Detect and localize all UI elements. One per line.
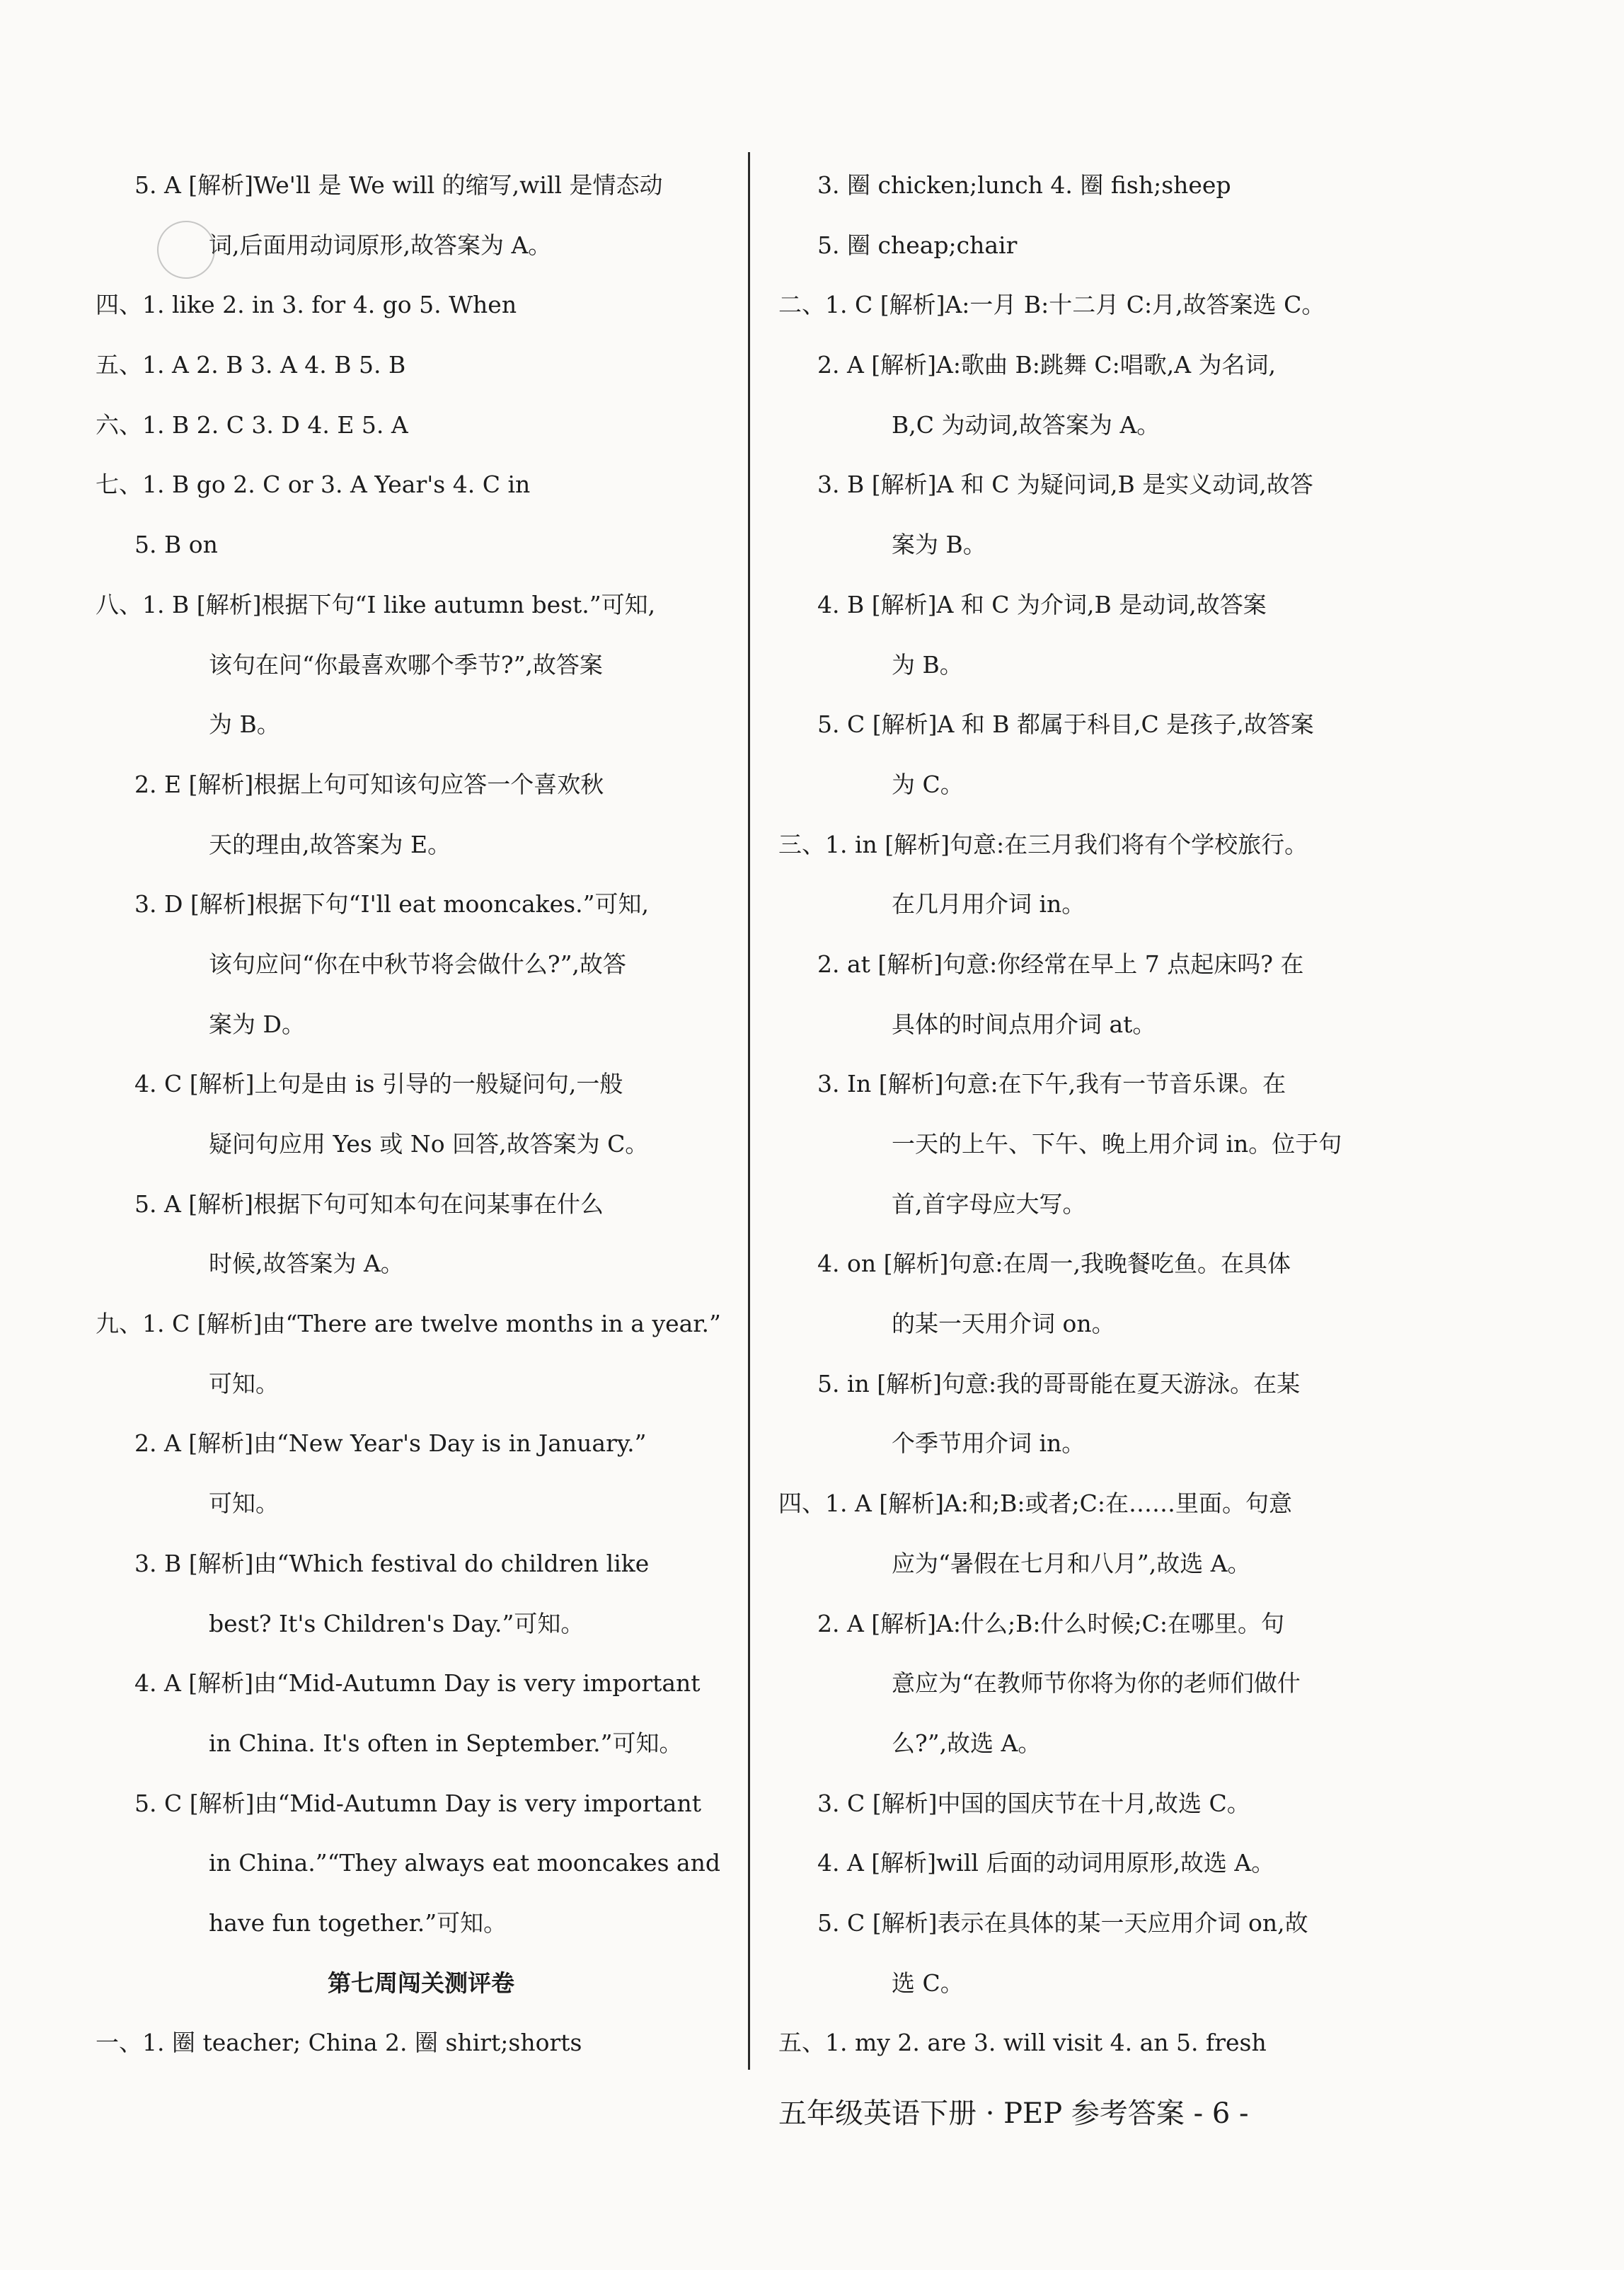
answer-line: 3. C [解析]中国的国庆节在十月,故选 C。	[817, 1789, 1250, 1817]
watermark-stamp	[157, 221, 215, 279]
answer-line: in China. It's often in September.”可知。	[209, 1729, 683, 1757]
right-column	[778, 156, 1422, 2073]
answer-line: 一天的上午、下午、晚上用介词 in。位于句	[892, 1130, 1342, 1158]
answer-line: 天的理由,故答案为 E。	[209, 830, 451, 858]
answer-line: 可知。	[209, 1490, 279, 1518]
answer-line: 4. A [解析]由“Mid-Autumn Day is very important	[134, 1669, 701, 1698]
answer-line: 5. A [解析]We'll 是 We will 的缩写,will 是情态动	[134, 171, 663, 199]
answer-line: 案为 D。	[209, 1010, 305, 1038]
answer-line: 八、1. B [解析]根据下句“I like autumn best.”可知,	[96, 590, 656, 618]
answer-line: 5. C [解析]由“Mid-Autumn Day is very important	[134, 1789, 701, 1817]
answer-line: 5. C [解析]表示在具体的某一天应用介词 on,故	[817, 1908, 1308, 1937]
left-column	[81, 156, 732, 2073]
answer-line: 的某一天用介词 on。	[892, 1310, 1115, 1338]
answer-line: 3. D [解析]根据下句“I'll eat mooncakes.”可知,	[134, 890, 649, 918]
answer-line: 可知。	[209, 1369, 279, 1398]
answer-line: 二、1. C [解析]A:一月 B:十二月 C:月,故答案选 C。	[778, 291, 1325, 319]
answer-line: 么?”,故选 A。	[892, 1729, 1042, 1757]
answer-line: 四、1. like 2. in 3. for 4. go 5. When	[96, 291, 517, 319]
answer-line: 5. in [解析]句意:我的哥哥能在夏天游泳。在某	[817, 1369, 1301, 1398]
answer-line: B,C 为动词,故答案为 A。	[892, 410, 1161, 439]
answer-line: 4. A [解析]will 后面的动词用原形,故选 A。	[817, 1849, 1275, 1877]
answer-line: 2. at [解析]句意:你经常在早上 7 点起床吗? 在	[817, 950, 1304, 978]
answer-line: 为 B。	[892, 650, 963, 679]
answer-line: 在几月用介词 in。	[892, 890, 1085, 918]
answer-line: 为 B。	[209, 710, 280, 739]
answer-line: 时候,故答案为 A。	[209, 1250, 404, 1278]
column-divider	[748, 152, 750, 2070]
answer-line: 3. In [解析]句意:在下午,我有一节音乐课。在	[817, 1070, 1286, 1098]
answer-line: 3. B [解析]A 和 C 为疑问词,B 是实义动词,故答	[817, 471, 1313, 499]
answer-line: 2. A [解析]A:什么;B:什么时候;C:在哪里。句	[817, 1609, 1284, 1637]
answer-line: 意应为“在教师节你将为你的老师们做什	[892, 1669, 1301, 1698]
answer-line: 选 C。	[892, 1969, 964, 1997]
answer-line: 一、1. 圈 teacher; China 2. 圈 shirt;shorts	[96, 2029, 582, 2057]
answer-line: 六、1. B 2. C 3. D 4. E 5. A	[96, 410, 408, 439]
answer-line: 3. B [解析]由“Which festival do children like	[134, 1549, 650, 1577]
answer-line: 五、1. my 2. are 3. will visit 4. an 5. fresh	[778, 2029, 1267, 2057]
answer-line: 为 C。	[892, 770, 964, 798]
answer-line: 五、1. A 2. B 3. A 4. B 5. B	[96, 351, 406, 379]
answer-line: 四、1. A [解析]A:和;B:或者;C:在……里面。句意	[778, 1490, 1292, 1518]
answer-line: 首,首字母应大写。	[892, 1189, 1086, 1218]
answer-line: 2. A [解析]由“New Year's Day is in January.”	[134, 1429, 647, 1458]
answer-line: 3. 圈 chicken;lunch 4. 圈 fish;sheep	[817, 171, 1231, 199]
answer-line: 5. A [解析]根据下句可知本句在问某事在什么	[134, 1189, 604, 1218]
answer-line: 具体的时间点用介词 at。	[892, 1010, 1156, 1038]
answer-line: 词,后面用动词原形,故答案为 A。	[209, 231, 552, 259]
answer-line: 三、1. in [解析]句意:在三月我们将有个学校旅行。	[778, 830, 1308, 858]
answer-line: 七、1. B go 2. C or 3. A Year's 4. C in	[96, 471, 531, 499]
answer-line: 九、1. C [解析]由“There are twelve months in a year.”	[96, 1310, 721, 1338]
answer-line: 个季节用介词 in。	[892, 1429, 1085, 1458]
answer-line: 2. A [解析]A:歌曲 B:跳舞 C:唱歌,A 为名词,	[817, 351, 1277, 379]
answer-line: 该句应问“你在中秋节将会做什么?”,故答	[209, 950, 626, 978]
answer-line: 第七周闯关测评卷	[328, 1969, 514, 1997]
answer-line: 疑问句应用 Yes 或 No 回答,故答案为 C。	[209, 1130, 649, 1158]
answer-line: 案为 B。	[892, 531, 986, 559]
answer-line: 4. on [解析]句意:在周一,我晚餐吃鱼。在具体	[817, 1250, 1291, 1278]
answer-line: 4. B [解析]A 和 C 为介词,B 是动词,故答案	[817, 590, 1267, 618]
answer-line: 应为“暑假在七月和八月”,故选 A。	[892, 1549, 1251, 1577]
answer-line: 2. E [解析]根据上句可知该句应答一个喜欢秋	[134, 770, 604, 798]
answer-line: 5. C [解析]A 和 B 都属于科目,C 是孩子,故答案	[817, 710, 1314, 739]
answer-line: 5. 圈 cheap;chair	[817, 231, 1018, 259]
answer-line: have fun together.”可知。	[209, 1908, 507, 1937]
page-footer: 五年级英语下册 · PEP 参考答案 - 6 -	[778, 2097, 1249, 2130]
answer-line: 4. C [解析]上句是由 is 引导的一般疑问句,一般	[134, 1070, 623, 1098]
answer-line: in China.”“They always eat mooncakes and	[209, 1849, 721, 1877]
answer-line: best? It's Children's Day.”可知。	[209, 1609, 584, 1637]
answer-line: 该句在问“你最喜欢哪个季节?”,故答案	[209, 650, 603, 679]
answer-line: 5. B on	[134, 531, 218, 559]
